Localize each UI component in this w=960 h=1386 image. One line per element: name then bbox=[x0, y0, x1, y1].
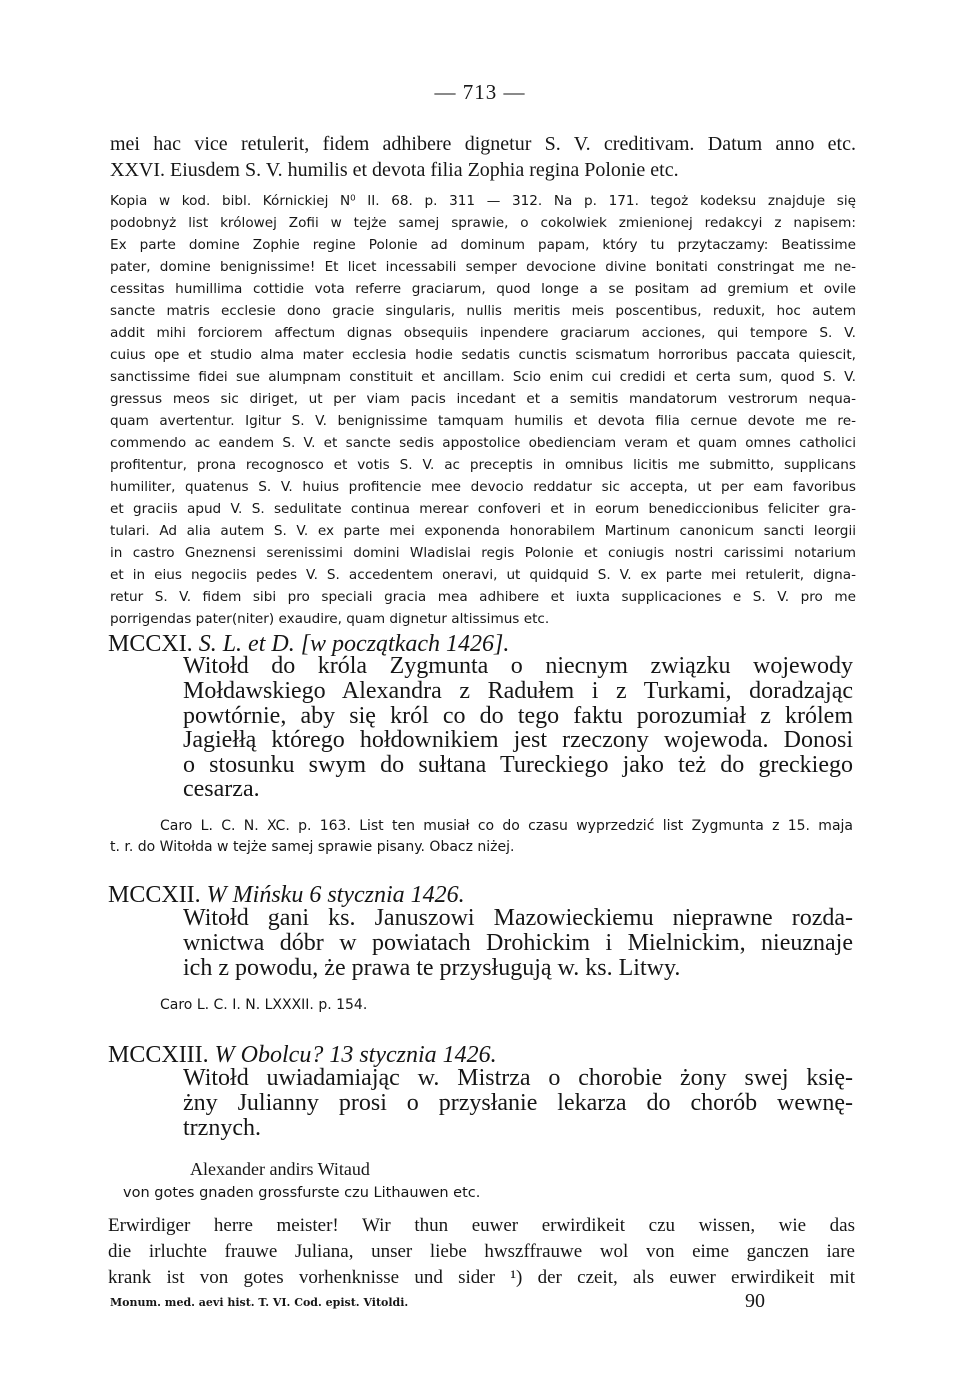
entry-note-line: Caro L. C. I. N. LXXXII. p. 154. bbox=[160, 997, 368, 1013]
entry-summary-line: trznych. bbox=[183, 1115, 261, 1141]
entry-summary-line: o stosunku swym do sułtana Tureckiego jako też do greckiego bbox=[183, 752, 853, 778]
sheet-number: 90 bbox=[745, 1290, 765, 1312]
entry-place-date: W Obolcu? 13 stycznia 1426. bbox=[214, 1042, 497, 1068]
note-line: podobnyż list królowej Zofii w tejże samej sprawie, o cokolwiek zmienionej redakcyi z napisem: bbox=[110, 215, 856, 231]
footer-signature: Monum. med. aevi hist. T. VI. Cod. epist. Vitoldi. bbox=[110, 1296, 409, 1309]
note-line: tulari. Ad alia autem S. V. ex parte mei exponenda honorabilem Martinum canonicum sancti Ieorgii bbox=[110, 523, 856, 539]
intro-line: XXVI. Eiusdem S. V. humilis et devota filia Zophia regina Polonie etc. bbox=[110, 159, 679, 181]
entry-summary-line: Jagiełłą którego hołdownikiem jest rzeczony wojewoda. Donosi bbox=[183, 727, 853, 753]
note-line: profitentur, prona recognosco et votis S. V. ac preceptis in omnibus licitis me submitto, supplicans bbox=[110, 457, 856, 473]
note-line: cessitas humillima cottidie vota referre graciarum, quod longe a se positam ad gremium et ovile bbox=[110, 281, 856, 297]
entry-summary-line: Witołd do króla Zygmunta o niecnym związku wojewody bbox=[183, 653, 853, 679]
entry-number: MCCXII. bbox=[108, 882, 201, 908]
letter-sender: Alexander andirs Witaud bbox=[190, 1159, 370, 1179]
entry-place-date: S. L. et D. [w początkach 1426]. bbox=[198, 631, 510, 657]
note-line: gressus meos sic diriget, ut per viam pacis incedant et a semitis mandatorum vestrorum nequa- bbox=[110, 391, 856, 407]
note-line: cuius ope et studio alma mater ecclesia hodie sedatis cunctis scismatum horroribus paccata quiescit, bbox=[110, 347, 856, 363]
entry-summary-line: Mołdawskiego Alexandra z Radułem i z Turkami, doradzając bbox=[183, 678, 853, 704]
note-line: sancte matris ecclesie dono gracie singularis, nullis meritis meis poscentibus, reduxit, hoc autem bbox=[110, 303, 856, 319]
note-line: Ex parte domine Zophie regine Polonie ad dominum papam, który tu przytaczamy: Beatissime bbox=[110, 237, 856, 253]
letter-body-line: die irluchte frauwe Juliana, unser liebe hwszffrauwe wol von eime ganczen iare bbox=[108, 1241, 855, 1262]
note-line: commendo ac eandem S. V. et sancte sedis appostolice obedienciam veram et quam omnes catholici bbox=[110, 435, 856, 451]
entry-summary-line: Witołd gani ks. Januszowi Mazowieckiemu nieprawne rozda- bbox=[183, 905, 853, 931]
entry-summary-line: powtórnie, aby się król co do tego faktu porozumiał z królem bbox=[183, 703, 853, 729]
entry-summary-line: ich z powodu, że prawa te przysługują w. ks. Litwy. bbox=[183, 955, 681, 981]
entry-number: MCCXI. bbox=[108, 631, 193, 657]
entry-summary-line: cesarza. bbox=[183, 776, 260, 802]
intro-line: mei hac vice retulerit, fidem adhibere dignetur S. V. creditivam. Datum anno etc. bbox=[110, 133, 856, 155]
entry-summary-line: wnictwa dóbr w powiatach Drohickim i Mielnickim, nieuznaje bbox=[183, 930, 853, 956]
entry-summary-line: Witołd uwiadamiając w. Mistrza o chorobie żony swej księ- bbox=[183, 1065, 853, 1091]
page-number: — 713 — bbox=[434, 80, 526, 104]
note-line: addit mihi forciorem affectum dignas obsequiis inpendere graciarum acciones, qui tempore S. V. bbox=[110, 325, 856, 341]
note-line: et in eius negociis pedes V. S. accedentem oneravi, ut quidquid S. V. ex parte mei retulerit, digna- bbox=[110, 567, 856, 583]
letter-body-line: krank ist von gotes vorhenknisse und sider ¹) der czeit, als euwer erwirdikeit mit bbox=[108, 1267, 855, 1288]
entry-note-line: Caro L. C. N. XC. p. 163. List ten musiał co do czasu wyprzedzić list Zygmunta z 15. maja bbox=[160, 818, 853, 834]
letter-title: von gotes gnaden grossfurste czu Lithauwen etc. bbox=[123, 1185, 481, 1201]
note-line: in castro Gneznensi serenissimi domini Wladislai regis Polonie et coniugis nostri carissimi notarium bbox=[110, 545, 856, 561]
note-line: Kopia w kod. bibl. Kórnickiej N⁰ II. 68. p. 311 — 312. Na p. 171. tegoż kodeksu znajduje się bbox=[110, 193, 856, 209]
note-line: retur S. V. fidem sibi pro speciali gracia mea adhibere et iuxta supplicaciones e S. V. pro me bbox=[110, 589, 856, 605]
note-line: pater, domine benignissime! Et licet incessabili semper devocione divine bonitati constringat me ne- bbox=[110, 259, 856, 275]
entry-place-date: W Mińsku 6 stycznia 1426. bbox=[206, 882, 465, 908]
note-line: humiliter, quatenus S. V. huius profitencie mee devocio reddatur sic accepta, ut per eam favoribus bbox=[110, 479, 856, 495]
entry-summary-line: żny Julianny prosi o przysłanie lekarza do chorób wewnę- bbox=[183, 1090, 853, 1116]
note-line: et graciis apud V. S. sedulitate continua merear confoveri et in eorum benediccionibus feliciter gra- bbox=[110, 501, 856, 517]
entry-note-line: t. r. do Witołda w tejże samej sprawie pisany. Obacz niżej. bbox=[110, 839, 515, 855]
note-line: sanctissime fidei sue alumpnam constituit et ancillam. Scio enim cui credidi et certa sum, quod S. V. bbox=[110, 369, 856, 385]
entry-number: MCCXIII. bbox=[108, 1042, 209, 1068]
note-line: quam avertentur. Igitur S. V. benignissime tamquam humilis et devota filia cernue devote me re- bbox=[110, 413, 856, 429]
note-line: porrigendas pater(niter) exaudire, quam dignetur altissimus etc. bbox=[110, 611, 550, 627]
letter-body-line: Erwirdiger herre meister! Wir thun euwer erwirdikeit czu wissen, wie das bbox=[108, 1215, 855, 1236]
